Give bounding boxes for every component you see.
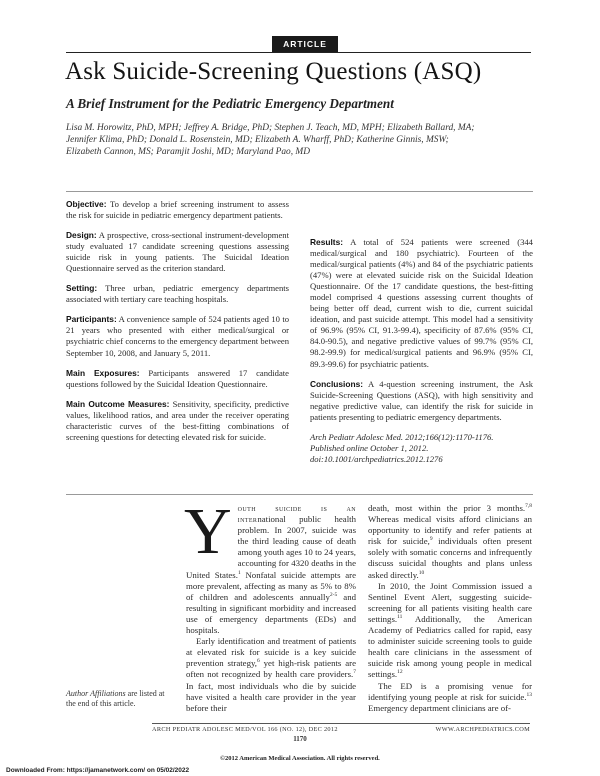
- body-text: individuals often present solely with somatic concerns and infrequently discuss suicidal thoughts and plans unless asked directly.: [368, 536, 532, 580]
- abstract-text: To develop a brief screening instrument to assess the risk for suicide in pediatric emergency department patients.: [66, 199, 289, 221]
- article-type-label: ARTICLE: [272, 36, 338, 52]
- abstract-text: Sensitivity, specificity, predictive values, likelihood ratios, and area under the receiver operating characteristic curves of the best-fitting combinations of screening questions for detecting elevated risk for suicide.: [66, 398, 289, 442]
- author-line: Jennifer Klima, PhD; Donald L. Rosenstein, MD; Elizabeth A. Wharff, PhD; Katherine Ginnis, MSW;: [66, 135, 449, 145]
- footer-rule: [152, 723, 530, 724]
- abstract-text: A prospective, cross-sectional instrument-development study evaluated 17 candidate screening questions assessing suicide risk in young patients. The Suicidal Ideation Questionnaire served as the criterion standard.: [66, 230, 289, 274]
- journal-website[interactable]: WWW.ARCHPEDIATRICS.COM: [435, 726, 530, 733]
- abstract-text: A 4-question screening instrument, the Ask Suicide-Screening Questions (ASQ), with high sensitivity and negative predictive value, can identify the risk for suicide in patients presenting to pediatric emergency departments.: [310, 378, 533, 422]
- journal-footer: ARCH PEDIATR ADOLESC MED/VOL 166 (NO. 12), DEC 2012: [152, 726, 338, 733]
- abstract-heading: Conclusions:: [310, 378, 364, 389]
- page-number: 1170: [293, 735, 307, 743]
- body-text: In fact, most individuals who die by suicide have visited a health care provider in the year before their: [186, 680, 356, 713]
- reference[interactable]: 9: [429, 536, 433, 543]
- reference[interactable]: 13: [526, 691, 532, 698]
- abstract-heading: Main Exposures:: [66, 367, 140, 378]
- lead-small-caps: outh suicide is an inter: [237, 503, 356, 525]
- abstract-heading: Design:: [66, 230, 97, 241]
- download-stamp: Downloaded From: https://jamanetwork.com/ on 05/02/2022: [6, 767, 190, 774]
- abstract-outcomes: [66, 399, 289, 443]
- body-text: and resulting in significant morbidity and increased use of emergency departments (EDs) and hospitals.: [186, 591, 356, 636]
- abstract-objective: [66, 199, 289, 221]
- body-text: In 2010, the Joint Commission issued a Sentinel Event Alert, suggesting suicide-screening for all patients visiting health care settings.: [368, 580, 532, 624]
- copyright-notice: ©2012 American Medical Association. All rights reserved.: [220, 755, 380, 762]
- body-paragraph: [184, 495, 356, 636]
- article-subtitle: A Brief Instrument for the Pediatric Emergency Department: [66, 96, 394, 111]
- abstract-participants: [66, 314, 289, 358]
- affiliations-label: Author Affiliations: [66, 689, 126, 698]
- abstract-results: [310, 237, 533, 370]
- reference[interactable]: 2-5: [329, 591, 338, 598]
- reference[interactable]: 12: [397, 669, 403, 676]
- body-paragraph: [368, 503, 532, 581]
- citation: [310, 432, 533, 465]
- abstract-heading: Results:: [310, 237, 344, 247]
- body-text: Nonfatal suicide attempts are more prevalent, affecting as many as 5% to 8% of children and adolescents annually: [186, 569, 356, 602]
- reference[interactable]: 6: [257, 658, 260, 665]
- abstract-right-column: [310, 237, 533, 465]
- abstract-heading: Main Outcome Measures:: [66, 398, 170, 409]
- body-text: death, most within the prior 3 months.: [368, 503, 526, 513]
- body-text: Additionally, the American Academy of Pediatrics called for rapid, easy to administer suicide screening tools to guide health care clinicians in the assessment of suicide risk among young people in medical settings.: [368, 613, 532, 680]
- abstract-text: Participants answered 17 candidate questions followed by the Suicidal Ideation Questionnaire.: [66, 367, 289, 389]
- reference[interactable]: 7: [353, 669, 356, 676]
- abstract-setting: [66, 283, 289, 305]
- abstract-text: A convenience sample of 524 patients aged 10 to 21 years who presented with either medical/surgical or psychiatric chief concerns to the emergency department between September 10, 2008, and January 5, 2011.: [66, 314, 290, 358]
- body-column-1: [184, 495, 356, 714]
- body-paragraph: [368, 581, 532, 681]
- body-text: national public health problem. In 2007, suicide was the third leading cause of death among youth ages 10 to 24 years, accounting for 4320 deaths in the United States.: [186, 514, 356, 580]
- reference[interactable]: 11: [397, 613, 403, 620]
- body-text: yet high-risk patients are often not recognized by health care providers.: [186, 658, 356, 680]
- citation-line: Published online October 1, 2012.: [310, 442, 429, 453]
- drop-cap: Y: [184, 495, 232, 568]
- citation-line: Arch Pediatr Adolesc Med. 2012;166(12):1170-1176.: [310, 431, 494, 442]
- author-affiliations-note: [66, 689, 176, 709]
- author-list: [66, 122, 521, 158]
- body-column-2: [368, 503, 532, 714]
- reference[interactable]: 1: [237, 569, 241, 576]
- body-text: The ED is a promising venue for identifying young people at risk for suicide.: [368, 680, 532, 702]
- abstract-heading: Objective:: [66, 199, 107, 209]
- citation-line[interactable]: doi:10.1001/archpediatrics.2012.1276: [310, 453, 443, 464]
- body-text: Emergency department clinicians are of-: [368, 702, 511, 713]
- abstract-left-column: [66, 199, 289, 452]
- body-text: Whereas medical visits afford clinicians an opportunity to identify and refer patients at risk for suicide,: [368, 514, 532, 547]
- abstract-top-rule: [66, 191, 533, 192]
- body-text: Early identification and treatment of patients at elevated risk for suicide is a key suicide prevention strategy,: [186, 636, 356, 669]
- affiliations-text: are listed at the end of this article.: [66, 689, 165, 708]
- reference[interactable]: 10: [418, 569, 425, 576]
- header-rule: [66, 52, 531, 53]
- abstract-text: Three urban, pediatric emergency departments associated with tertiary care teaching hospitals.: [66, 283, 289, 305]
- author-line: Lisa M. Horowitz, PhD, MPH; Jeffrey A. Bridge, PhD; Stephen J. Teach, MD, MPH; Elizabeth Ballard, MA;: [66, 123, 475, 133]
- author-line: Elizabeth Cannon, MS; Paramjit Joshi, MD; Maryland Pao, MD: [66, 147, 310, 157]
- abstract-exposures: [66, 368, 289, 390]
- abstract-text: A total of 524 patients were screened (344 medical/surgical and 180 psychiatric). Fourteen of the medical/surgical patients (4%) and 84 of the psychiatric patients (47%) were at elevated suicide risk on the Suicidal Ideation Questionnaire. Of the 17 candidate questions, the best-fitting model comprised 4 questions assessing current thoughts of being better off dead, current wish to die, current suicidal ideation, and past suicide attempt. This model had a sensitivity of 96.9% (95% CI, 91.3-99.4), specificity of 87.6% (95% CI, 84.0-90.5), and negative predictive values of 99.7% (95% CI, 98.2-99.9) for medical/surgical patients and 96.9% (95% CI, 89.3-99.6) for psychiatric patients.: [310, 237, 533, 369]
- body-paragraph: [368, 681, 532, 714]
- abstract-conclusions: [310, 379, 533, 423]
- abstract-heading: Setting:: [66, 283, 98, 294]
- abstract-design: [66, 230, 289, 274]
- body-paragraph: [186, 636, 356, 714]
- article-title: Ask Suicide-Screening Questions (ASQ): [65, 58, 482, 85]
- abstract-bottom-rule: [66, 494, 533, 495]
- abstract-heading: Participants:: [66, 314, 117, 325]
- reference[interactable]: 7,8: [525, 503, 532, 509]
